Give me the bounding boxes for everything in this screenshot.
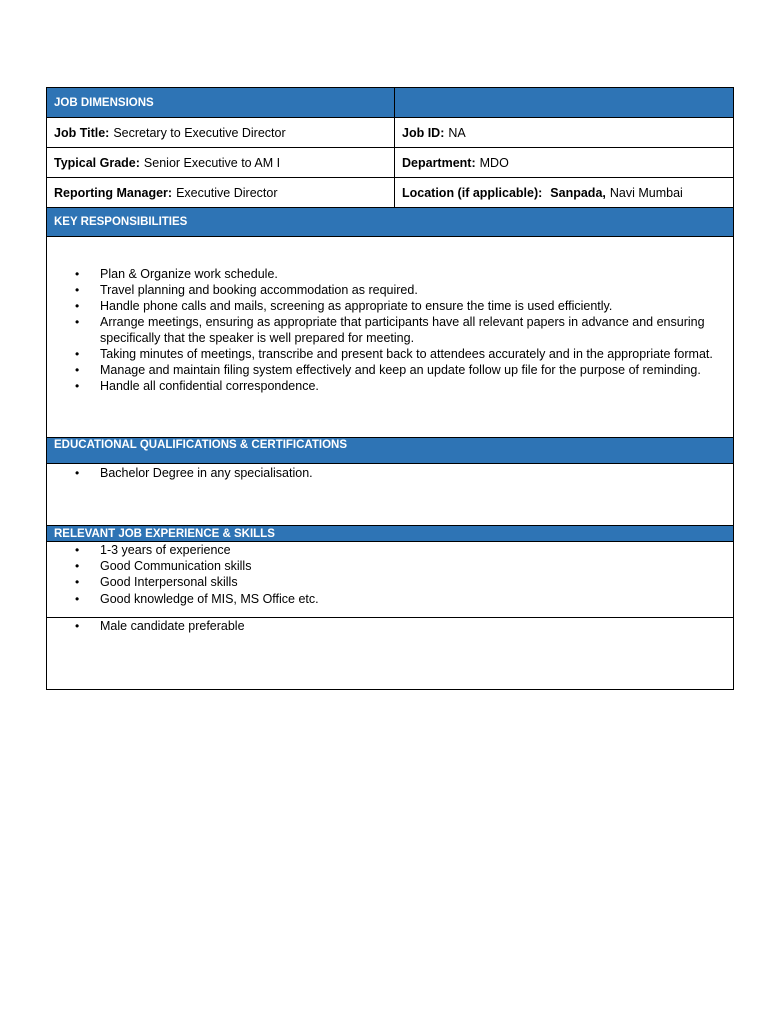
responsibilities-row	[47, 237, 733, 438]
list-item: • 1-3 years of experience	[47, 542, 733, 558]
list-item: • Good Communication skills	[47, 558, 733, 574]
job-title-value: Secretary to Executive Director	[113, 125, 286, 140]
department-label: Department:	[402, 155, 476, 170]
manager-label: Reporting Manager:	[54, 185, 173, 200]
experience-header: RELEVANT JOB EXPERIENCE & SKILLS	[47, 526, 733, 541]
job-dimensions-header: JOB DIMENSIONS	[47, 88, 395, 117]
job-id-cell	[395, 118, 733, 147]
list-item: • Taking minutes of meetings, transcribe and present back to attendees accurately and in the appropriate format.	[47, 346, 733, 362]
experience-list	[47, 542, 733, 607]
grade-value: Senior Executive to AM I	[143, 155, 281, 170]
key-responsibilities-header: KEY RESPONSIBILITIES	[47, 208, 733, 236]
job-dimensions-header-blank	[395, 88, 733, 117]
job-title-cell	[47, 118, 395, 147]
education-cell	[47, 464, 733, 481]
list-item: • Good knowledge of MIS, MS Office etc.	[47, 591, 733, 607]
education-row	[47, 464, 733, 526]
manager-value: Executive Director	[176, 185, 278, 200]
grade-row	[47, 148, 733, 178]
list-item: • Arrange meetings, ensuring as appropriate that participants have all relevant papers in advance and ensuring specifically that the speaker is well prepared for meeting.	[47, 314, 733, 346]
responsibilities-cell	[47, 237, 733, 394]
job-id-value: NA	[448, 125, 466, 140]
experience-header-row	[47, 526, 733, 542]
department-cell	[395, 148, 733, 177]
list-item: • Travel planning and booking accommodation as required.	[47, 282, 733, 298]
location-cell	[395, 178, 733, 207]
manager-cell	[47, 178, 395, 207]
job-title-label: Job Title:	[54, 125, 110, 140]
education-header: EDUCATIONAL QUALIFICATIONS & CERTIFICATIONS	[47, 438, 733, 463]
list-item: • Good Interpersonal skills	[47, 574, 733, 590]
job-id-label: Job ID:	[402, 125, 445, 140]
list-item: • Manage and maintain filing system effectively and keep an update follow up file for the purpose of reminding.	[47, 362, 733, 378]
education-header-row	[47, 438, 733, 464]
grade-label: Typical Grade:	[54, 155, 140, 170]
job-description-table	[46, 87, 734, 690]
responsibilities-list	[47, 266, 733, 394]
grade-cell	[47, 148, 395, 177]
experience-row	[47, 542, 733, 618]
location-label: Location (if applicable):	[402, 185, 543, 200]
list-item: • Bachelor Degree in any specialisation.	[47, 465, 733, 481]
list-item: • Handle all confidential correspondence.	[47, 378, 733, 394]
other-cell	[47, 618, 733, 634]
other-row	[47, 618, 733, 689]
list-item: • Male candidate preferable	[47, 618, 733, 634]
experience-cell	[47, 542, 733, 607]
other-list	[47, 618, 733, 634]
education-list	[47, 465, 733, 481]
location-value: Navi Mumbai	[609, 185, 683, 200]
job-title-row	[47, 118, 733, 148]
job-dimensions-header-row	[47, 88, 733, 118]
key-responsibilities-header-row	[47, 208, 733, 237]
list-item: • Plan & Organize work schedule.	[47, 266, 733, 282]
list-item: • Handle phone calls and mails, screening as appropriate to ensure the time is used efficiently.	[47, 298, 733, 314]
manager-row	[47, 178, 733, 208]
location-bold: Sanpada,	[550, 185, 606, 200]
department-value: MDO	[479, 155, 509, 170]
